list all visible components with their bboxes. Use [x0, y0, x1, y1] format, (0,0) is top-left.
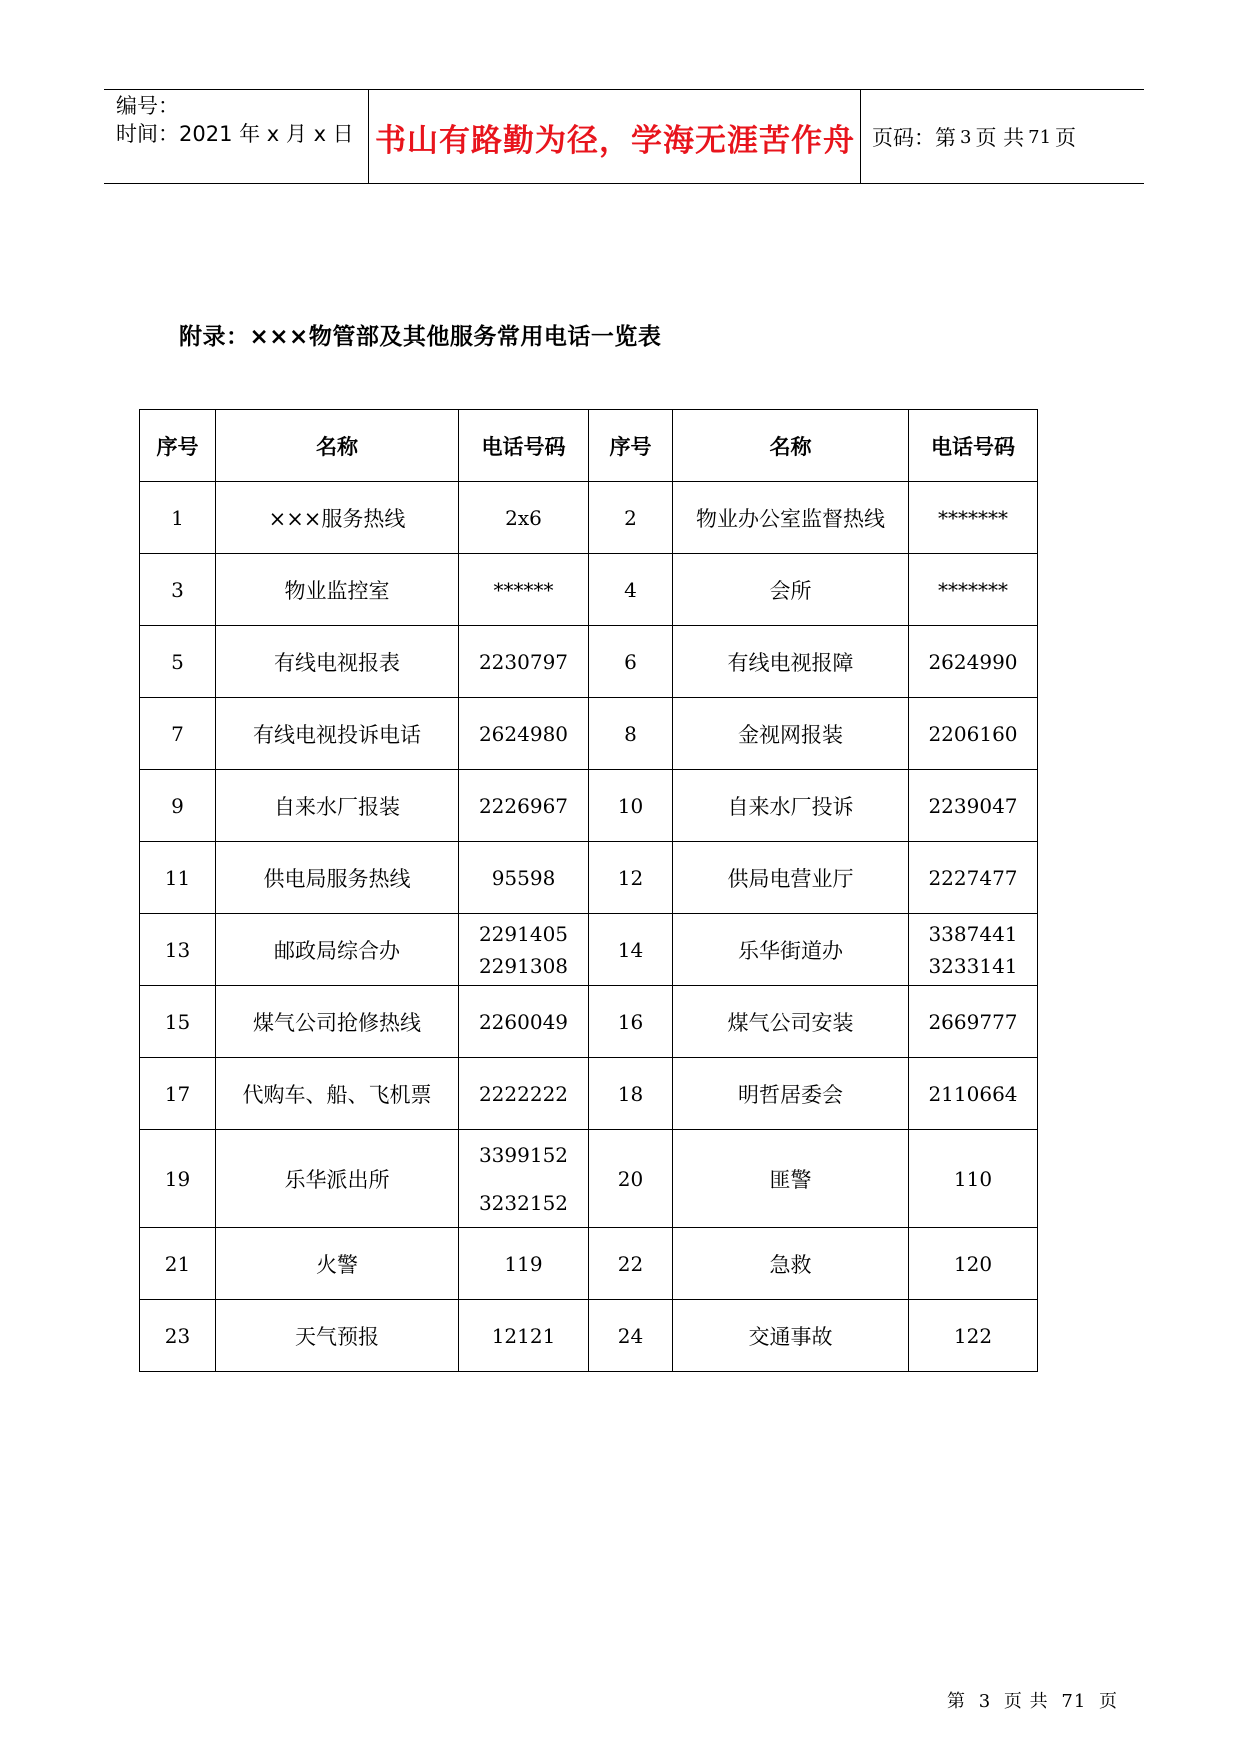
page-total: 71	[1028, 126, 1052, 148]
entry-name: 有线电视报障	[673, 626, 909, 698]
entry-phone	[459, 482, 589, 554]
phone-number: 110	[953, 1166, 993, 1191]
header-meta	[116, 92, 354, 148]
code-label: 编号：	[116, 94, 179, 118]
entry-name: 供电局服务热线	[216, 842, 459, 914]
entry-phone	[909, 554, 1038, 626]
entry-name: 会所	[673, 554, 909, 626]
entry-number: 18	[589, 1058, 673, 1130]
phone-number: 2291405	[478, 921, 569, 946]
entry-phone	[459, 1300, 589, 1372]
header-name-2: 名称	[673, 410, 909, 482]
entry-number: 22	[589, 1228, 673, 1300]
table-body	[140, 482, 1038, 1372]
phone-number: 122	[953, 1323, 993, 1348]
footer-total: 71	[1061, 1691, 1087, 1712]
phone-number: 3232152	[478, 1190, 569, 1215]
entry-name: 代购车、船、飞机票	[216, 1058, 459, 1130]
phone-directory-table	[139, 409, 1038, 1372]
entry-number: 5	[140, 626, 216, 698]
entry-name: ×××服务热线	[216, 482, 459, 554]
entry-phone	[909, 482, 1038, 554]
phone-number: 2624990	[928, 649, 1018, 674]
phone-number: 95598	[491, 865, 556, 890]
phone-number: 2226967	[478, 793, 569, 818]
entry-number: 14	[589, 914, 673, 986]
footer-prefix: 第	[947, 1691, 966, 1712]
entry-number: 7	[140, 698, 216, 770]
entry-number: 1	[140, 482, 216, 554]
table-row	[140, 626, 1038, 698]
table-row	[140, 770, 1038, 842]
entry-phone	[909, 698, 1038, 770]
entry-number: 11	[140, 842, 216, 914]
entry-number: 4	[589, 554, 673, 626]
phone-number: 2669777	[928, 1009, 1018, 1034]
phone-number: 3387441	[928, 921, 1018, 946]
entry-number: 17	[140, 1058, 216, 1130]
footer-current: 3	[978, 1691, 992, 1712]
footer-suffix: 页	[1099, 1691, 1119, 1712]
entry-phone	[909, 626, 1038, 698]
entry-number: 3	[140, 554, 216, 626]
entry-phone	[909, 770, 1038, 842]
document-title: 附录：×××物管部及其他服务常用电话一览表	[179, 324, 662, 350]
header-page-info	[872, 90, 1076, 184]
entry-phone	[909, 1228, 1038, 1300]
table-row	[140, 914, 1038, 986]
entry-phone	[909, 842, 1038, 914]
entry-phone	[459, 914, 589, 986]
phone-number: 2230797	[478, 649, 569, 674]
footer-mid: 页 共	[1003, 1691, 1049, 1712]
entry-name: 物业监控室	[216, 554, 459, 626]
header-no-1: 序号	[140, 410, 216, 482]
entry-phone	[459, 626, 589, 698]
entry-name: 匪警	[673, 1130, 909, 1228]
entry-phone	[459, 986, 589, 1058]
header-motto: 书山有路勤为径，学海无涯苦作舟	[375, 122, 855, 159]
header-tel-2: 电话号码	[909, 410, 1038, 482]
entry-name: 交通事故	[673, 1300, 909, 1372]
phone-number: 2291308	[478, 953, 569, 978]
entry-name: 乐华派出所	[216, 1130, 459, 1228]
phone-number: 2110664	[928, 1081, 1018, 1106]
table-row	[140, 842, 1038, 914]
entry-phone	[459, 1058, 589, 1130]
header-no-2: 序号	[589, 410, 673, 482]
page-mid: 页 共	[975, 126, 1025, 150]
entry-phone	[459, 770, 589, 842]
entry-name: 自来水厂投诉	[673, 770, 909, 842]
entry-number: 24	[589, 1300, 673, 1372]
table-row	[140, 554, 1038, 626]
entry-name: 乐华街道办	[673, 914, 909, 986]
entry-number: 21	[140, 1228, 216, 1300]
entry-number: 19	[140, 1130, 216, 1228]
phone-number: 2227477	[928, 865, 1018, 890]
entry-name: 煤气公司安装	[673, 986, 909, 1058]
entry-name: 物业办公室监督热线	[673, 482, 909, 554]
entry-phone	[909, 986, 1038, 1058]
entry-number: 20	[589, 1130, 673, 1228]
phone-number: 119	[504, 1251, 543, 1276]
header-tel-1: 电话号码	[459, 410, 589, 482]
table-row	[140, 986, 1038, 1058]
entry-number: 9	[140, 770, 216, 842]
entry-phone	[909, 1130, 1038, 1228]
phone-number: 12121	[491, 1323, 556, 1348]
page-suffix: 页	[1055, 126, 1077, 150]
entry-phone	[459, 698, 589, 770]
table-row	[140, 1228, 1038, 1300]
entry-name: 有线电视报表	[216, 626, 459, 698]
entry-name: 天气预报	[216, 1300, 459, 1372]
entry-phone	[459, 1130, 589, 1228]
table-row	[140, 1130, 1038, 1228]
entry-phone	[459, 1228, 589, 1300]
page-current: 3	[960, 126, 972, 148]
time-label: 时间：2021 年 x 月 x 日	[116, 122, 354, 146]
phone-number: 2624980	[478, 721, 569, 746]
entry-number: 6	[589, 626, 673, 698]
phone-number: 3233141	[928, 953, 1018, 978]
entry-name: 自来水厂报装	[216, 770, 459, 842]
phone-number: 2222222	[478, 1081, 569, 1106]
phone-number: ******	[493, 577, 554, 602]
entry-name: 金视网报装	[673, 698, 909, 770]
entry-phone	[909, 1300, 1038, 1372]
entry-name: 邮政局综合办	[216, 914, 459, 986]
table-header-row	[140, 410, 1038, 482]
table-row	[140, 1058, 1038, 1130]
phone-number: *******	[938, 505, 1008, 530]
entry-number: 23	[140, 1300, 216, 1372]
entry-name: 火警	[216, 1228, 459, 1300]
entry-name: 明哲居委会	[673, 1058, 909, 1130]
entry-name: 供局电营业厅	[673, 842, 909, 914]
table-row	[140, 1300, 1038, 1372]
phone-number: 2239047	[928, 793, 1018, 818]
entry-number: 16	[589, 986, 673, 1058]
phone-number: *******	[938, 577, 1008, 602]
entry-phone	[459, 842, 589, 914]
entry-name: 煤气公司抢修热线	[216, 986, 459, 1058]
entry-phone	[909, 1058, 1038, 1130]
entry-name: 有线电视投诉电话	[216, 698, 459, 770]
entry-number: 12	[589, 842, 673, 914]
entry-phone	[459, 554, 589, 626]
table-row	[140, 698, 1038, 770]
table-row	[140, 482, 1038, 554]
page-prefix: 页码：第	[872, 126, 956, 150]
entry-number: 13	[140, 914, 216, 986]
phone-number: 120	[953, 1251, 993, 1276]
entry-number: 2	[589, 482, 673, 554]
entry-number: 15	[140, 986, 216, 1058]
phone-number: 3399152	[478, 1142, 569, 1167]
phone-number: 2206160	[928, 721, 1018, 746]
entry-phone	[909, 914, 1038, 986]
page-footer	[947, 1687, 1118, 1713]
entry-name: 急救	[673, 1228, 909, 1300]
phone-number: 2x6	[505, 505, 542, 530]
entry-number: 10	[589, 770, 673, 842]
phone-number: 2260049	[478, 1009, 569, 1034]
entry-number: 8	[589, 698, 673, 770]
header-name-1: 名称	[216, 410, 459, 482]
